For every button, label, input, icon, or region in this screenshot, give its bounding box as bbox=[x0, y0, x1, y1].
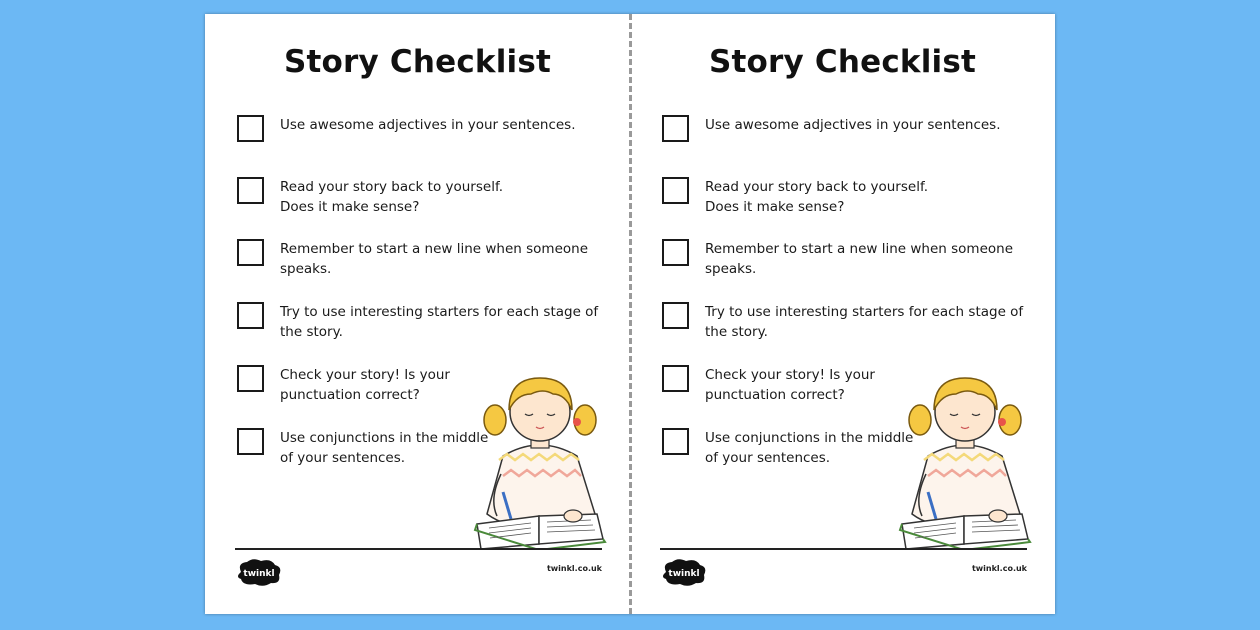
girl-reading-illustration bbox=[473, 364, 608, 549]
panel-title: Story Checklist bbox=[708, 44, 977, 80]
checklist-item-text: Read your story back to yourself. Does it make sense? bbox=[705, 179, 929, 215]
worksheet bbox=[205, 14, 1055, 614]
checkbox[interactable] bbox=[662, 239, 689, 266]
footer-site: twinkl.co.uk bbox=[971, 564, 1027, 573]
checklist-item-text: Use conjunctions in the middle of your sentences. bbox=[705, 430, 914, 466]
svg-text:twinkl: twinkl bbox=[668, 569, 700, 579]
checklist-item-text: Remember to start a new line when someone speaks. bbox=[280, 241, 589, 277]
footer-site: twinkl.co.uk bbox=[546, 564, 602, 573]
checklist-item bbox=[662, 239, 1022, 289]
checkbox[interactable] bbox=[662, 177, 689, 204]
checkbox[interactable] bbox=[237, 302, 264, 329]
twinkl-logo bbox=[235, 557, 283, 587]
checklist-item-text: Try to use interesting starters for each stage of the story. bbox=[705, 304, 1024, 340]
checklist-item bbox=[237, 177, 597, 227]
checkbox[interactable] bbox=[662, 302, 689, 329]
checkbox[interactable] bbox=[237, 239, 264, 266]
checklist-panel-right bbox=[630, 14, 1055, 614]
checklist-item bbox=[237, 115, 597, 165]
footer-divider bbox=[235, 548, 602, 550]
checklist-item-text: Use awesome adjectives in your sentences. bbox=[705, 117, 1001, 133]
checklist-item-text: Use conjunctions in the middle of your sentences. bbox=[280, 430, 489, 466]
checklist-item-text: Check your story! Is your punctuation correct? bbox=[705, 367, 875, 403]
checklist-item bbox=[662, 115, 1022, 165]
twinkl-logo bbox=[660, 557, 708, 587]
checkbox[interactable] bbox=[662, 115, 689, 142]
checkbox[interactable] bbox=[662, 365, 689, 392]
checklist-item bbox=[237, 302, 597, 352]
checklist-item-text: Use awesome adjectives in your sentences. bbox=[280, 117, 576, 133]
checkbox[interactable] bbox=[237, 115, 264, 142]
checklist-item bbox=[662, 302, 1022, 352]
checkbox[interactable] bbox=[237, 428, 264, 455]
girl-reading-illustration bbox=[898, 364, 1033, 549]
footer-divider bbox=[660, 548, 1027, 550]
checklist-item-text: Check your story! Is your punctuation correct? bbox=[280, 367, 450, 403]
checklist-item bbox=[237, 239, 597, 289]
checklist-item bbox=[662, 177, 1022, 227]
checkbox[interactable] bbox=[237, 177, 264, 204]
checklist-item-text: Read your story back to yourself. Does it make sense? bbox=[280, 179, 504, 215]
checklist-panel-left bbox=[205, 14, 630, 614]
checklist-item-text: Try to use interesting starters for each stage of the story. bbox=[280, 304, 599, 340]
checkbox[interactable] bbox=[662, 428, 689, 455]
checkbox[interactable] bbox=[237, 365, 264, 392]
checklist-item-text: Remember to start a new line when someone speaks. bbox=[705, 241, 1014, 277]
panel-title: Story Checklist bbox=[283, 44, 552, 80]
svg-text:twinkl: twinkl bbox=[243, 569, 275, 579]
